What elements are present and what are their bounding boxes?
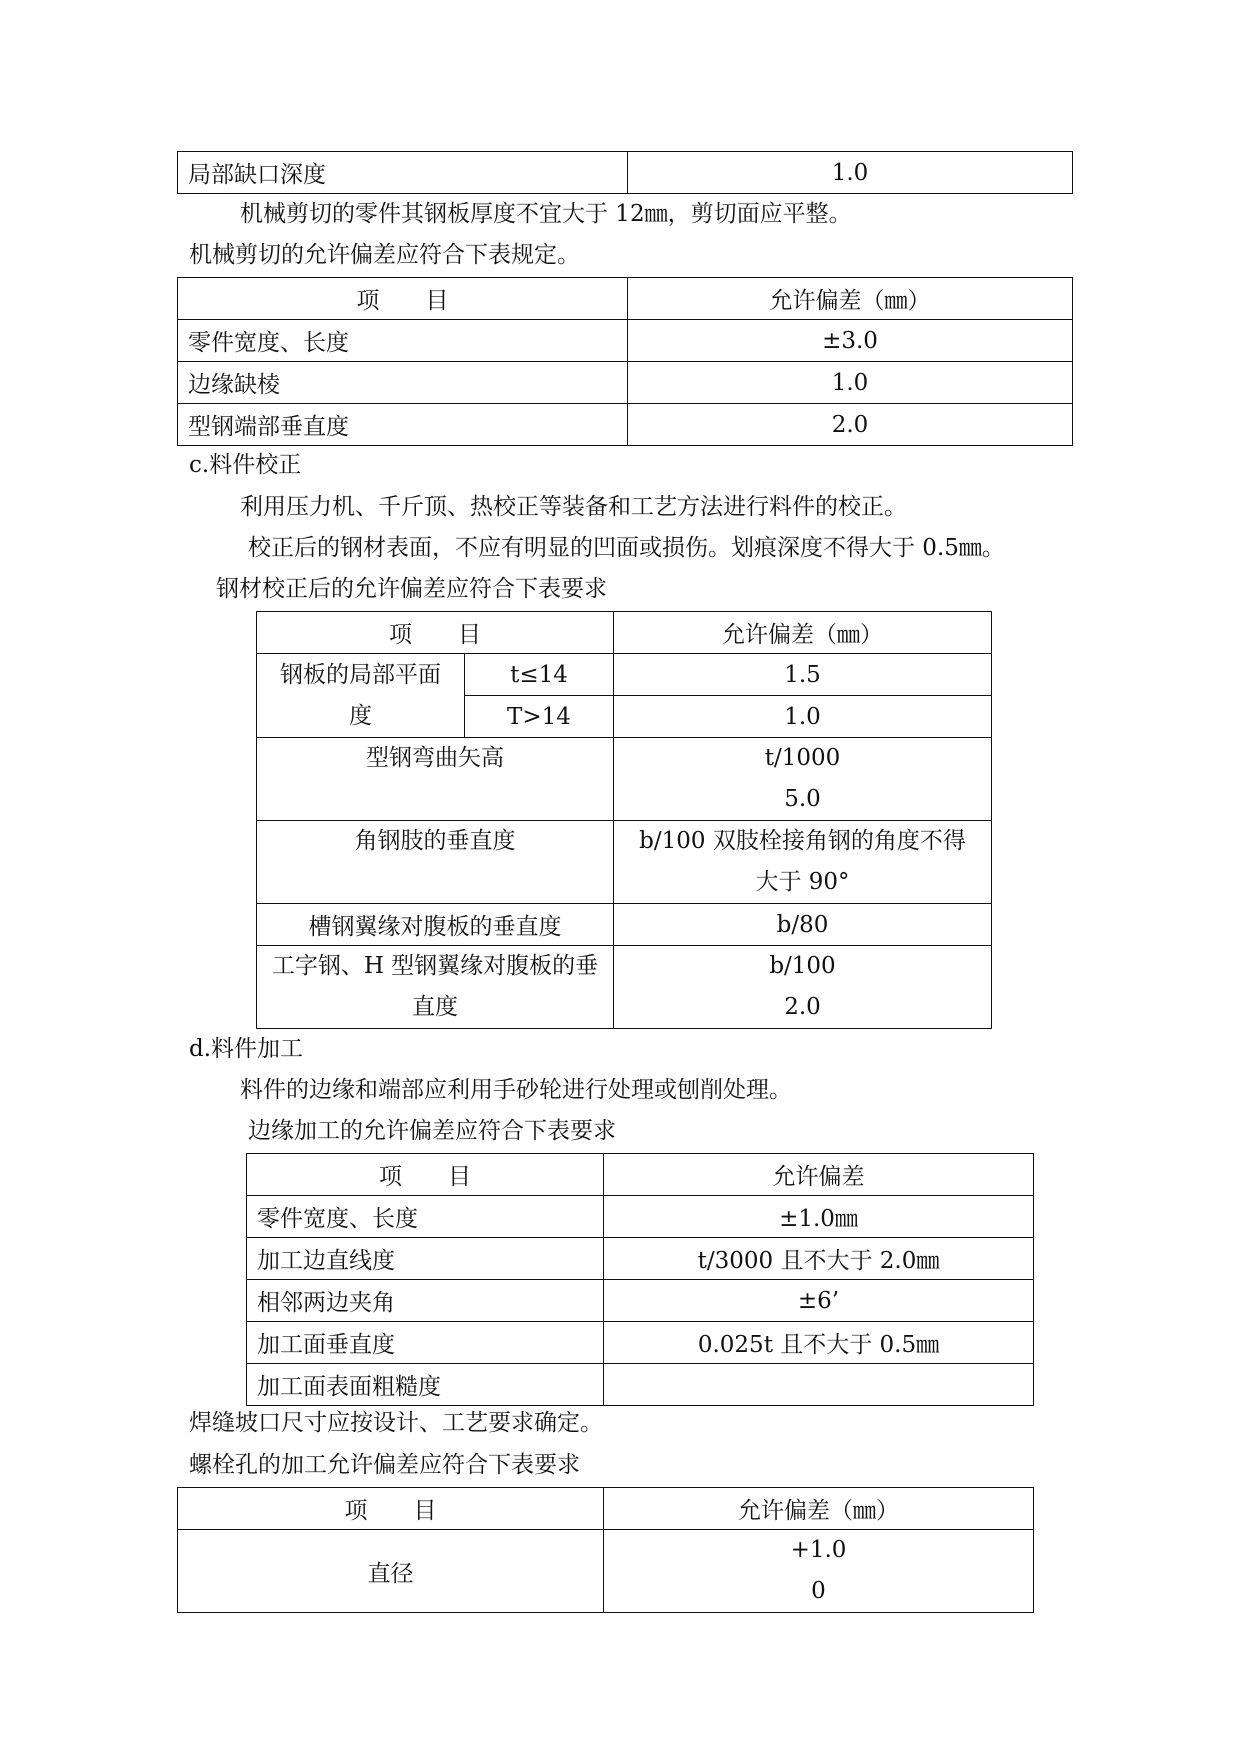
row-value — [604, 1530, 1034, 1613]
value-line: 2.0 — [784, 994, 821, 1020]
row-label: 边缘缺棱 — [178, 362, 628, 404]
edge-machining-table — [246, 1153, 1034, 1406]
row-label — [257, 946, 614, 1029]
paragraph: 校正后的钢材表面，不应有明显的凹面或损伤。划痕深度不得大于 0.5㎜。 — [248, 535, 1005, 561]
label-line: 钢板的局部平面 — [280, 661, 441, 688]
row-label: 零件宽度、长度 — [247, 1196, 604, 1238]
row-value: 1.0 — [614, 696, 992, 738]
bolt-hole-table — [177, 1487, 1034, 1613]
condition-cell: T>14 — [465, 696, 614, 738]
value-line: 5.0 — [784, 786, 821, 812]
table-row — [178, 320, 1073, 362]
value-line: b/100 — [769, 953, 836, 979]
table-row — [178, 404, 1073, 446]
table-row — [247, 1364, 1034, 1406]
paragraph: 利用压力机、千斤顶、热校正等装备和工艺方法进行料件的校正。 — [240, 494, 907, 520]
row-label: 型钢弯曲矢高 — [257, 738, 614, 821]
row-value — [614, 738, 992, 821]
table-row — [257, 904, 992, 946]
table-header-row — [247, 1154, 1034, 1196]
row-value: 1.0 — [628, 152, 1073, 194]
section-heading: d.料件加工 — [189, 1036, 304, 1062]
table-partial — [177, 151, 1073, 194]
table-header-row — [178, 1488, 1034, 1530]
section-heading: c.料件校正 — [189, 452, 302, 478]
paragraph: 料件的边缘和端部应利用手砂轮进行处理或刨削处理。 — [240, 1077, 792, 1103]
row-label: 直径 — [178, 1530, 604, 1613]
paragraph: 钢材校正后的允许偏差应符合下表要求 — [216, 576, 607, 602]
header-tolerance: 允许偏差（㎜） — [628, 278, 1073, 320]
row-value: ±6’ — [604, 1280, 1034, 1322]
row-label: 槽钢翼缘对腹板的垂直度 — [257, 904, 614, 946]
paragraph: 边缘加工的允许偏差应符合下表要求 — [248, 1118, 616, 1144]
header-item: 项 目 — [247, 1154, 604, 1196]
header-item: 项 目 — [257, 612, 614, 654]
row-label: 加工面垂直度 — [247, 1322, 604, 1364]
row-label: 型钢端部垂直度 — [178, 404, 628, 446]
row-value: 1.0 — [628, 362, 1073, 404]
row-label: 局部缺口深度 — [178, 152, 628, 194]
shearing-tolerance-table — [177, 277, 1073, 446]
value-line: 大于 90° — [755, 869, 850, 895]
row-label: 角钢肢的垂直度 — [257, 821, 614, 904]
table-row — [247, 1280, 1034, 1322]
row-label: 相邻两边夹角 — [247, 1280, 604, 1322]
table-row — [257, 821, 992, 904]
header-tolerance: 允许偏差（㎜） — [614, 612, 992, 654]
header-item: 项 目 — [178, 278, 628, 320]
paragraph: 螺栓孔的加工允许偏差应符合下表要求 — [189, 1452, 580, 1478]
row-value: t/3000 且不大于 2.0㎜ — [604, 1238, 1034, 1280]
row-value: ±1.0㎜ — [604, 1196, 1034, 1238]
table-row — [178, 1530, 1034, 1613]
value-line: t/1000 — [764, 745, 841, 771]
label-line: 度 — [349, 702, 372, 729]
paragraph: 机械剪切的允许偏差应符合下表规定。 — [189, 242, 580, 268]
table-row — [247, 1322, 1034, 1364]
paragraph: 机械剪切的零件其钢板厚度不宜大于 12㎜，剪切面应平整。 — [240, 201, 852, 227]
value-line: b/100 双肢栓接角钢的角度不得 — [639, 828, 966, 854]
label-line: 工字钢、H 型钢翼缘对腹板的垂 — [271, 953, 599, 979]
table-row — [257, 946, 992, 1029]
table-row — [178, 152, 1073, 194]
header-tolerance: 允许偏差（㎜） — [604, 1488, 1034, 1530]
label-line: 直度 — [412, 994, 458, 1020]
table-row — [257, 738, 992, 821]
row-value — [614, 946, 992, 1029]
paragraph: 焊缝坡口尺寸应按设计、工艺要求确定。 — [189, 1410, 603, 1436]
correction-tolerance-table — [256, 611, 992, 1029]
table-row — [247, 1238, 1034, 1280]
row-value: 0.025t 且不大于 0.5㎜ — [604, 1322, 1034, 1364]
value-line: 0 — [811, 1578, 826, 1604]
value-line: +1.0 — [790, 1537, 847, 1563]
plate-flatness-label — [257, 654, 465, 738]
row-value: ±3.0 — [628, 320, 1073, 362]
table-header-row — [178, 278, 1073, 320]
condition-cell: t≤14 — [465, 654, 614, 696]
row-label: 零件宽度、长度 — [178, 320, 628, 362]
row-value: 1.5 — [614, 654, 992, 696]
table-row — [247, 1196, 1034, 1238]
table-row — [257, 654, 992, 696]
row-label: 加工边直线度 — [247, 1238, 604, 1280]
row-value: 2.0 — [628, 404, 1073, 446]
row-value — [604, 1364, 1034, 1406]
header-tolerance: 允许偏差 — [604, 1154, 1034, 1196]
row-value: b/80 — [614, 904, 992, 946]
row-value — [614, 821, 992, 904]
table-row — [178, 362, 1073, 404]
row-label: 加工面表面粗糙度 — [247, 1364, 604, 1406]
table-header-row — [257, 612, 992, 654]
header-item: 项 目 — [178, 1488, 604, 1530]
